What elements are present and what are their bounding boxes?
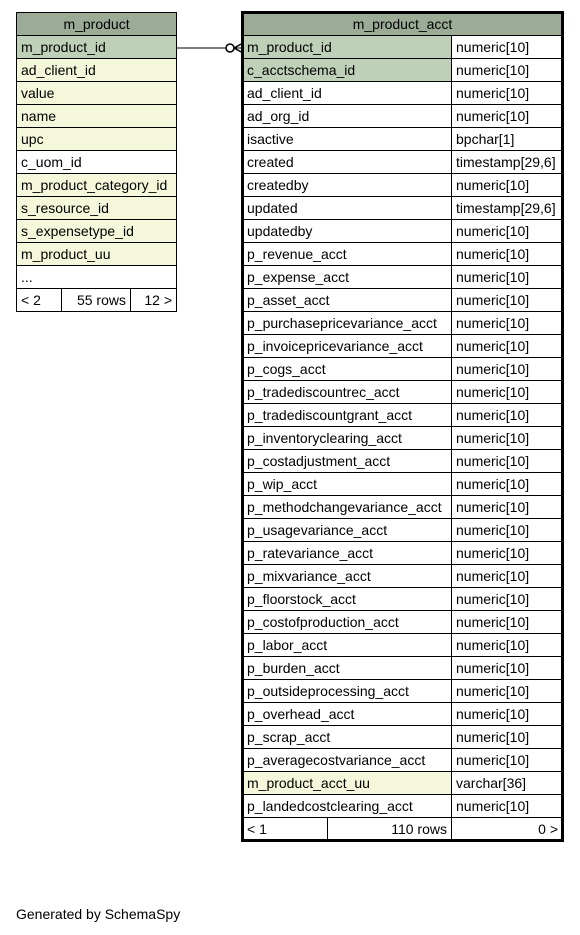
column-name[interactable]: s_resource_id (17, 197, 177, 220)
table-row[interactable] (243, 128, 563, 151)
column-name[interactable]: p_costadjustment_acct (243, 450, 452, 473)
column-name[interactable]: p_averagecostvariance_acct (243, 749, 452, 772)
column-type: numeric[10] (452, 243, 563, 266)
column-name[interactable]: m_product_id (17, 36, 177, 59)
column-name[interactable]: createdby (243, 174, 452, 197)
prev-link[interactable]: < 2 (17, 289, 62, 312)
table-row[interactable] (17, 82, 177, 105)
column-type: numeric[10] (452, 289, 563, 312)
row-count: 55 rows (62, 289, 131, 312)
table-row[interactable] (243, 657, 563, 680)
column-name[interactable]: p_purchasepricevariance_acct (243, 312, 452, 335)
column-name[interactable]: updated (243, 197, 452, 220)
column-type: numeric[10] (452, 588, 563, 611)
column-type: numeric[10] (452, 680, 563, 703)
table-row[interactable] (17, 266, 177, 289)
column-name[interactable]: p_scrap_acct (243, 726, 452, 749)
column-name[interactable]: name (17, 105, 177, 128)
column-name[interactable]: c_acctschema_id (243, 59, 452, 82)
column-type: numeric[10] (452, 36, 563, 59)
column-type: numeric[10] (452, 220, 563, 243)
prev-link[interactable]: < 1 (243, 818, 328, 841)
column-name[interactable]: m_product_acct_uu (243, 772, 452, 795)
table-row[interactable] (243, 220, 563, 243)
table-row[interactable] (243, 381, 563, 404)
column-type: numeric[10] (452, 59, 563, 82)
column-name[interactable]: p_usagevariance_acct (243, 519, 452, 542)
column-name[interactable]: ad_client_id (243, 82, 452, 105)
table-row[interactable] (243, 634, 563, 657)
table-row[interactable] (243, 312, 563, 335)
column-name[interactable]: p_labor_acct (243, 634, 452, 657)
column-name[interactable]: ad_org_id (243, 105, 452, 128)
column-name[interactable]: upc (17, 128, 177, 151)
column-name[interactable]: p_methodchangevariance_acct (243, 496, 452, 519)
table-row[interactable] (243, 565, 563, 588)
column-name[interactable]: ... (17, 266, 177, 289)
column-type: numeric[10] (452, 358, 563, 381)
table-row[interactable] (243, 151, 563, 174)
column-name[interactable]: p_landedcostclearing_acct (243, 795, 452, 818)
table-row[interactable] (243, 36, 563, 59)
column-type: varchar[36] (452, 772, 563, 795)
table-footer (17, 289, 177, 312)
column-name[interactable]: m_product_category_id (17, 174, 177, 197)
column-type: numeric[10] (452, 312, 563, 335)
table-row[interactable] (243, 82, 563, 105)
next-link[interactable]: 12 > (131, 289, 177, 312)
column-name[interactable]: isactive (243, 128, 452, 151)
table-row[interactable] (243, 427, 563, 450)
column-name[interactable]: c_uom_id (17, 151, 177, 174)
table-row[interactable] (243, 726, 563, 749)
table-row[interactable] (243, 588, 563, 611)
column-name[interactable]: value (17, 82, 177, 105)
table-row[interactable] (243, 289, 563, 312)
column-name[interactable]: updatedby (243, 220, 452, 243)
column-name[interactable]: p_tradediscountrec_acct (243, 381, 452, 404)
table-row[interactable] (243, 59, 563, 82)
table-row[interactable] (243, 542, 563, 565)
table-m-product[interactable] (16, 12, 177, 312)
column-type: numeric[10] (452, 473, 563, 496)
table-row[interactable] (243, 450, 563, 473)
column-name[interactable]: p_floorstock_acct (243, 588, 452, 611)
table-row[interactable] (17, 36, 177, 59)
row-count: 110 rows (328, 818, 452, 841)
column-name[interactable]: p_burden_acct (243, 657, 452, 680)
column-name[interactable]: p_inventoryclearing_acct (243, 427, 452, 450)
column-name[interactable]: p_cogs_acct (243, 358, 452, 381)
table-row[interactable] (243, 611, 563, 634)
column-name[interactable]: ad_client_id (17, 59, 177, 82)
table-row[interactable] (17, 197, 177, 220)
table-row[interactable] (243, 243, 563, 266)
table-row[interactable] (243, 519, 563, 542)
column-name[interactable]: p_ratevariance_acct (243, 542, 452, 565)
table-row[interactable] (17, 151, 177, 174)
column-type: numeric[10] (452, 519, 563, 542)
column-name[interactable]: p_revenue_acct (243, 243, 452, 266)
column-name[interactable]: p_invoicepricevariance_acct (243, 335, 452, 358)
table-row[interactable] (243, 105, 563, 128)
column-type: numeric[10] (452, 703, 563, 726)
table-row[interactable] (243, 496, 563, 519)
table-row[interactable] (243, 680, 563, 703)
column-type: numeric[10] (452, 82, 563, 105)
generated-by-note: Generated by SchemaSpy (16, 906, 181, 922)
column-type: numeric[10] (452, 427, 563, 450)
table-row[interactable] (243, 473, 563, 496)
table-row[interactable] (243, 266, 563, 289)
table-row[interactable] (243, 197, 563, 220)
table-row[interactable] (243, 772, 563, 795)
table-row[interactable] (243, 174, 563, 197)
column-name[interactable]: p_asset_acct (243, 289, 452, 312)
column-name[interactable]: p_wip_acct (243, 473, 452, 496)
column-name[interactable]: m_product_uu (17, 243, 177, 266)
column-name[interactable]: s_expensetype_id (17, 220, 177, 243)
next-link[interactable]: 0 > (452, 818, 563, 841)
column-type: numeric[10] (452, 611, 563, 634)
column-name[interactable]: p_mixvariance_acct (243, 565, 452, 588)
table-m-product-acct[interactable] (242, 12, 563, 841)
column-type: numeric[10] (452, 174, 563, 197)
table-row[interactable] (17, 220, 177, 243)
column-type: numeric[10] (452, 496, 563, 519)
column-name[interactable]: m_product_id (243, 36, 452, 59)
column-name[interactable]: p_overhead_acct (243, 703, 452, 726)
column-type: numeric[10] (452, 795, 563, 818)
table-row[interactable] (17, 243, 177, 266)
column-type: numeric[10] (452, 105, 563, 128)
column-name[interactable]: p_costofproduction_acct (243, 611, 452, 634)
column-type: numeric[10] (452, 634, 563, 657)
column-type: numeric[10] (452, 749, 563, 772)
column-name[interactable]: p_expense_acct (243, 266, 452, 289)
table-row[interactable] (243, 358, 563, 381)
table-row[interactable] (17, 128, 177, 151)
column-type: numeric[10] (452, 381, 563, 404)
column-type: bpchar[1] (452, 128, 563, 151)
column-type: numeric[10] (452, 266, 563, 289)
column-type: numeric[10] (452, 542, 563, 565)
column-type: numeric[10] (452, 657, 563, 680)
column-type: timestamp[29,6] (452, 151, 563, 174)
table-title[interactable]: m_product_acct (243, 13, 563, 36)
column-name[interactable]: p_outsideprocessing_acct (243, 680, 452, 703)
column-type: numeric[10] (452, 450, 563, 473)
column-name[interactable]: p_tradediscountgrant_acct (243, 404, 452, 427)
column-type: numeric[10] (452, 565, 563, 588)
table-row[interactable] (17, 59, 177, 82)
column-type: timestamp[29,6] (452, 197, 563, 220)
table-title[interactable]: m_product (17, 13, 177, 36)
zero-optional-icon (226, 44, 234, 52)
table-footer (243, 818, 563, 841)
table-row[interactable] (243, 404, 563, 427)
table-row[interactable] (17, 174, 177, 197)
column-name[interactable]: created (243, 151, 452, 174)
table-row[interactable] (17, 105, 177, 128)
table-row[interactable] (243, 795, 563, 818)
table-row[interactable] (243, 703, 563, 726)
column-type: numeric[10] (452, 335, 563, 358)
column-type: numeric[10] (452, 404, 563, 427)
column-type: numeric[10] (452, 726, 563, 749)
table-row[interactable] (243, 749, 563, 772)
table-row[interactable] (243, 335, 563, 358)
